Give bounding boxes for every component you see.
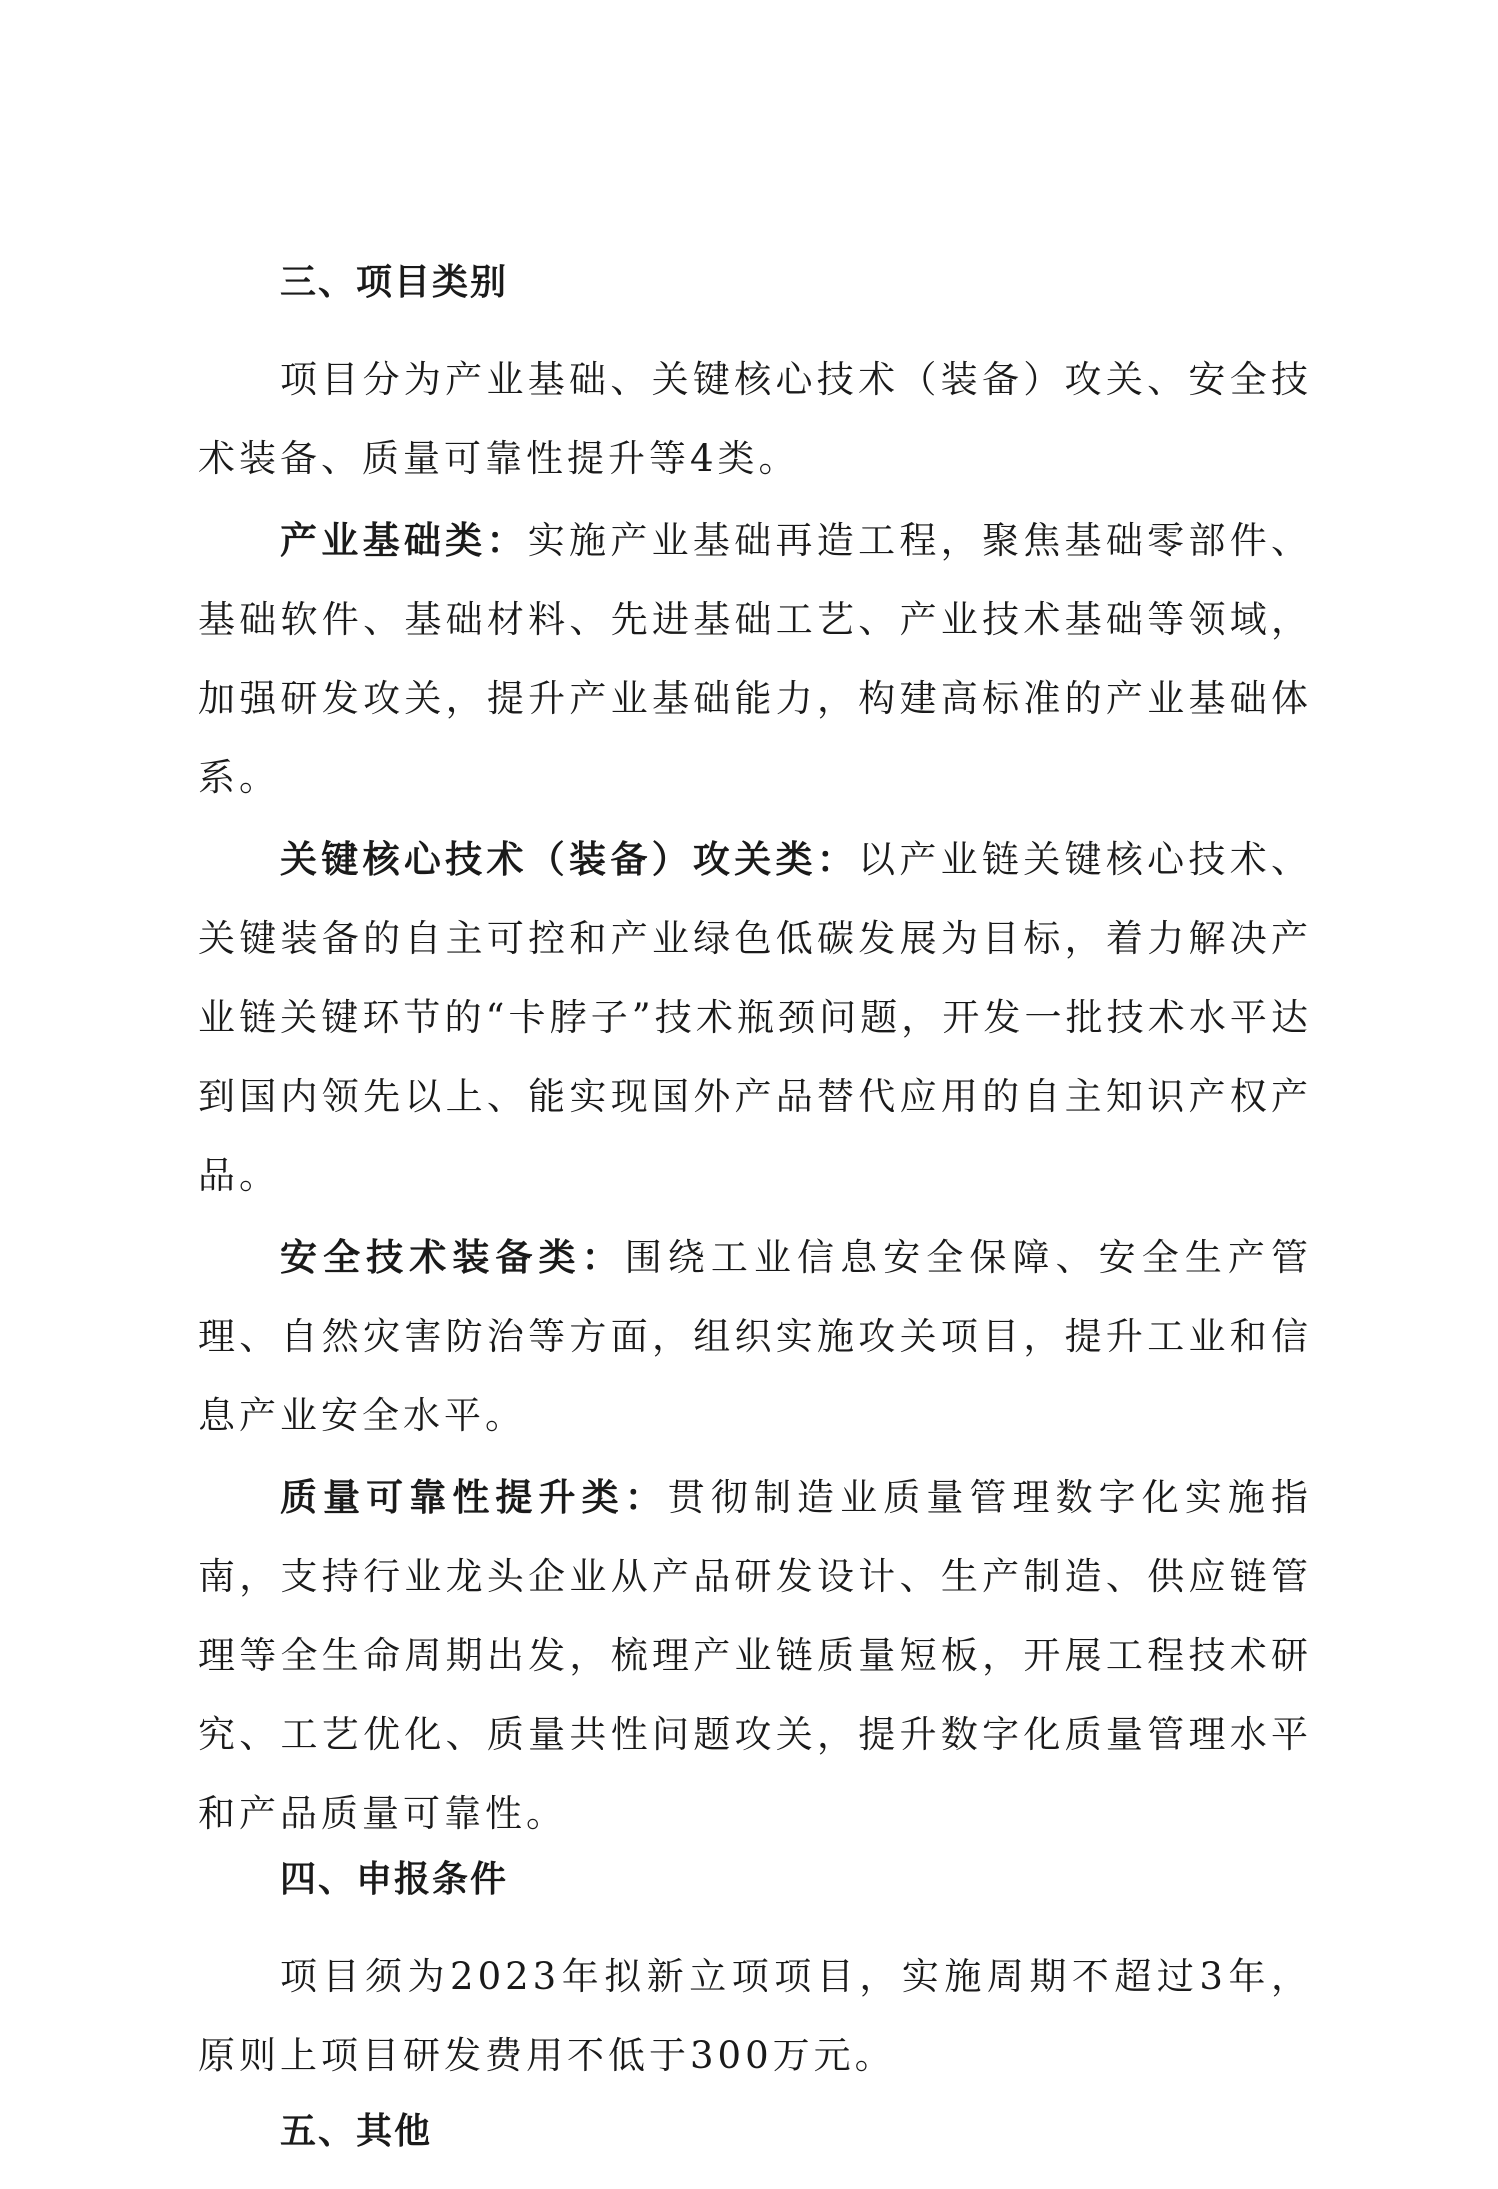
category-paragraph-safety-equipment — [198, 1218, 1312, 1455]
category-lead: 安全技术装备类： — [280, 1236, 625, 1279]
section-3-intro: 项目分为产业基础、关键核心技术（装备）攻关、安全技术装备、质量可靠性提升等4类。 — [198, 358, 1312, 480]
category-paragraph-industrial-foundation — [198, 501, 1312, 817]
document-page — [198, 262, 1312, 2189]
category-text: 围绕工业信息安全保障、安全生产管理、自然灾害防治等方面，组织实施攻关项目，提升工业和信息产业安全水平。 — [198, 1236, 1313, 1437]
category-text: 以产业链关键核心技术、关键装备的自主可控和产业绿色低碳发展为目标，着力解决产业链关键环节的“卡脖子”技术瓶颈问题，开发一批技术水平达到国内领先以上、能实现国外产品替代应用的自主知识产权产品。 — [198, 838, 1313, 1197]
section-heading-5: 五、其他 — [280, 2111, 433, 2152]
category-lead: 质量可靠性提升类： — [280, 1476, 668, 1519]
section-heading-3: 三、项目类别 — [280, 262, 509, 303]
section-heading-4: 四、申报条件 — [280, 1859, 509, 1900]
category-paragraph-quality-reliability — [198, 1458, 1312, 1853]
category-paragraph-key-core-technology — [198, 820, 1312, 1215]
category-lead: 关键核心技术（装备）攻关类： — [280, 838, 859, 881]
category-text: 贯彻制造业质量管理数字化实施指南，支持行业龙头企业从产品研发设计、生产制造、供应链管理等全生命周期出发，梳理产业链质量短板，开展工程技术研究、工艺优化、质量共性问题攻关，提升数字化质量管理水平和产品质量可靠性。 — [198, 1476, 1313, 1835]
application-conditions-text: 项目须为2023年拟新立项项目，实施周期不超过3年，原则上项目研发费用不低于300万元。 — [198, 1955, 1312, 2077]
category-text: 实施产业基础再造工程，聚焦基础零部件、基础软件、基础材料、先进基础工艺、产业技术基础等领域，加强研发攻关，提升产业基础能力，构建高标准的产业基础体系。 — [198, 519, 1312, 799]
category-lead: 产业基础类： — [280, 519, 528, 562]
